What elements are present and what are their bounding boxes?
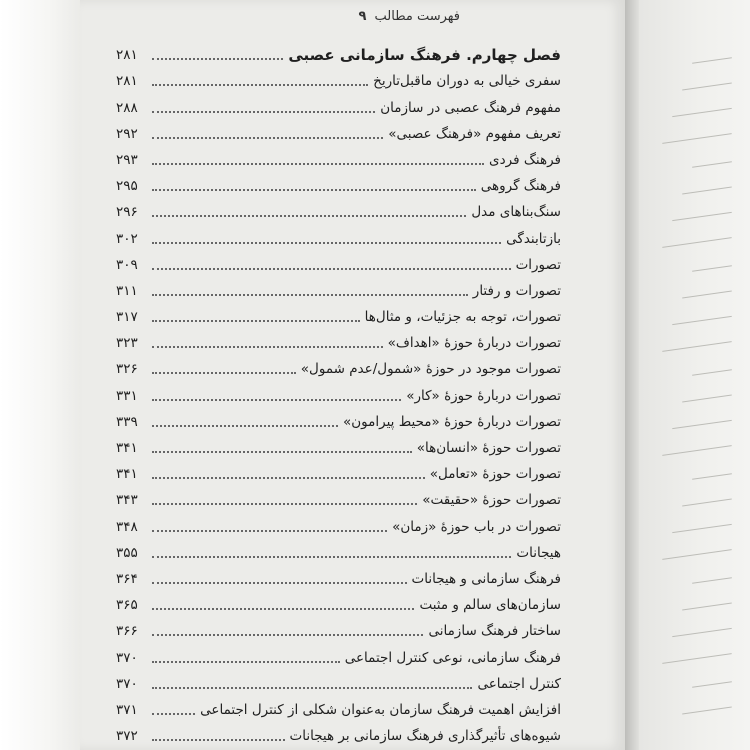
toc-row: [116, 693, 561, 719]
toc-page-number: ۲۹۵: [116, 178, 138, 195]
toc-entry-title: کنترل اجتماعی: [477, 675, 561, 692]
toc-row: [116, 143, 561, 169]
toc-entry-title: تصورات، توجه به جزئیات، و مثال‌ها: [364, 309, 561, 326]
toc-page-number: ۳۶۵: [116, 597, 138, 614]
toc-entry-title: تصورات حوزهٔ «انسان‌ها»: [416, 440, 561, 456]
toc-page-number: ۳۱۱: [116, 282, 138, 299]
toc-row: [116, 509, 561, 535]
toc-entry-title: تصورات در باب حوزهٔ «زمان»: [392, 518, 561, 535]
toc-entry-title: سنگ‌بناهای مدل: [471, 204, 561, 221]
toc-row: [116, 719, 561, 745]
dot-leader: [152, 721, 285, 741]
toc-entry-title: هیجانات: [516, 544, 561, 561]
faint-text-line: [692, 681, 732, 688]
toc-row: [116, 483, 561, 509]
dot-leader: [152, 93, 375, 113]
toc-row: [116, 326, 561, 352]
toc-entry-title: تصورات: [515, 256, 561, 273]
toc-entry-title: سفری خیالی به دوران ماقبل‌تاریخ: [373, 73, 561, 90]
dot-leader: [152, 669, 472, 689]
faint-text-line: [672, 420, 732, 429]
header-page-number: ۹: [358, 9, 367, 24]
toc-page-number: ۲۸۱: [116, 73, 138, 90]
toc-row: [116, 195, 561, 221]
dot-leader: [152, 643, 340, 663]
toc-entry-title: مفهوم فرهنگ عصبی در سازمان: [380, 99, 561, 116]
toc-row: [116, 90, 561, 116]
faint-text-line: [692, 577, 732, 584]
dot-leader: [152, 512, 387, 532]
table-of-contents: [116, 38, 561, 745]
faint-text-line: [682, 707, 732, 715]
toc-page-number: ۳۷۰: [116, 649, 138, 666]
dot-leader: [152, 538, 511, 558]
faint-text-line: [682, 395, 732, 403]
dot-leader: [152, 381, 401, 401]
page-gutter: [625, 0, 639, 750]
toc-row: [116, 588, 561, 614]
toc-page-number: ۳۷۰: [116, 675, 138, 692]
next-page-edge: [625, 0, 750, 750]
dot-leader: [152, 354, 296, 374]
toc-row: [116, 378, 561, 404]
toc-page-number: ۲۸۱: [116, 47, 138, 64]
faint-text-line: [682, 291, 732, 299]
toc-page-number: ۳۰۲: [116, 230, 138, 247]
faint-text-line: [692, 57, 732, 64]
toc-page-number: ۲۸۸: [116, 99, 138, 116]
dot-leader: [152, 590, 414, 610]
faint-text-line: [682, 187, 732, 195]
toc-entry-title: تصورات حوزهٔ «حقیقت»: [422, 492, 561, 509]
toc-row: [116, 274, 561, 300]
toc-row: [116, 667, 561, 693]
dot-leader: [152, 302, 360, 322]
toc-page-number: ۳۴۱: [116, 440, 138, 456]
toc-row: [116, 169, 561, 195]
header-title: فهرست مطالب: [374, 9, 460, 24]
toc-page-number: ۲۹۳: [116, 151, 138, 168]
dot-leader: [152, 66, 368, 86]
dot-leader: [152, 328, 383, 348]
toc-entry-title: شیوه‌های تأثیرگذاری فرهنگ سازمانی بر هیجانات: [289, 728, 561, 745]
toc-row: [116, 640, 561, 666]
toc-entry-title: فرهنگ سازمانی و هیجانات: [411, 570, 561, 587]
dot-leader: [152, 407, 338, 427]
toc-entry-title: فرهنگ سازمانی، نوعی کنترل اجتماعی: [344, 649, 561, 666]
faint-text-line: [672, 316, 732, 325]
dot-leader: [152, 459, 425, 479]
toc-page-number: ۳۳۱: [116, 387, 138, 404]
toc-row: [116, 64, 561, 90]
faint-text-line: [692, 161, 732, 168]
toc-row: [116, 405, 561, 431]
toc-page-number: ۲۹۲: [116, 125, 138, 142]
toc-entry-title: تصورات دربارهٔ حوزهٔ «اهداف»: [387, 335, 561, 352]
faint-text-line: [672, 628, 732, 637]
toc-row: [116, 221, 561, 247]
toc-row: [116, 300, 561, 326]
faint-text-line: [662, 341, 731, 352]
faint-text-line: [692, 265, 732, 272]
toc-page-number: ۳۴۸: [116, 518, 138, 535]
toc-page-number: ۳۲۶: [116, 361, 138, 378]
dot-leader: [152, 119, 383, 139]
toc-entry-title: تصورات حوزهٔ «تعامل»: [429, 466, 561, 483]
toc-entry-title: افزایش اهمیت فرهنگ سازمان به‌عنوان شکلی از کنترل اجتماعی: [200, 701, 561, 718]
toc-row: [116, 431, 561, 457]
dot-leader: [152, 40, 283, 60]
toc-chapter-row: [116, 38, 561, 64]
toc-entry-title: فرهنگ فردی: [489, 151, 561, 168]
dot-leader: [152, 276, 468, 296]
toc-page-number: ۳۱۷: [116, 309, 138, 326]
toc-row: [116, 117, 561, 143]
left-margin: [0, 0, 80, 750]
faint-text-line: [682, 83, 732, 91]
toc-row: [116, 536, 561, 562]
dot-leader: [152, 616, 423, 636]
toc-row: [116, 457, 561, 483]
faint-text-line: [692, 473, 732, 480]
toc-row: [116, 614, 561, 640]
toc-page-number: ۳۲۳: [116, 335, 138, 352]
dot-leader: [152, 433, 412, 453]
toc-row: [116, 248, 561, 274]
faint-text-line: [672, 212, 732, 221]
dot-leader: [152, 145, 484, 165]
toc-page-number: ۳۳۹: [116, 413, 138, 430]
dot-leader: [152, 197, 466, 217]
toc-entry-title: بازتابندگی: [506, 230, 561, 247]
toc-entry-title: ساختار فرهنگ سازمانی: [428, 623, 561, 640]
dot-leader: [152, 171, 476, 191]
faint-text-line: [672, 108, 732, 117]
toc-page-number: ۲۹۶: [116, 204, 138, 221]
toc-entry-title: تصورات و رفتار: [472, 282, 561, 299]
faint-text-line: [662, 237, 731, 248]
toc-entry-title: تصورات دربارهٔ حوزهٔ «کار»: [406, 387, 561, 404]
running-header: [260, 9, 460, 24]
toc-page-number: ۳۷۱: [116, 701, 138, 718]
toc-entry-title: تصورات دربارهٔ حوزهٔ «محیط پیرامون»: [343, 413, 561, 430]
faint-text-line: [692, 369, 732, 376]
faint-text-line: [682, 603, 732, 611]
faint-text-line: [662, 133, 731, 144]
toc-entry-title: سازمان‌های سالم و مثبت: [419, 597, 561, 614]
toc-entry-title: فرهنگ گروهی: [480, 178, 561, 195]
toc-page-number: ۳۷۲: [116, 728, 138, 745]
toc-page-number: ۳۶۶: [116, 623, 138, 640]
toc-page-number: ۳۶۴: [116, 570, 138, 587]
dot-leader: [152, 485, 417, 505]
toc-page-number: ۳۵۵: [116, 544, 138, 561]
dot-leader: [152, 695, 195, 715]
faint-text-line: [682, 499, 732, 507]
dot-leader: [152, 564, 407, 584]
dot-leader: [152, 224, 501, 244]
toc-page-number: ۳۴۳: [116, 492, 138, 509]
faint-text-line: [662, 653, 731, 664]
toc-entry-title: تعریف مفهوم «فرهنگ عصبی»: [388, 125, 561, 142]
faint-text-line: [662, 549, 731, 560]
chapter-title: فصل چهارم. فرهنگ سازمانی عصبی: [288, 46, 561, 65]
dot-leader: [152, 250, 511, 270]
toc-page-number: ۳۴۱: [116, 466, 138, 483]
toc-row: [116, 352, 561, 378]
toc-page-number: ۳۰۹: [116, 256, 138, 273]
faint-text-line: [662, 445, 731, 456]
toc-entry-title: تصورات موجود در حوزهٔ «شمول/عدم شمول»: [300, 361, 561, 378]
faint-text-line: [672, 524, 732, 533]
toc-row: [116, 562, 561, 588]
